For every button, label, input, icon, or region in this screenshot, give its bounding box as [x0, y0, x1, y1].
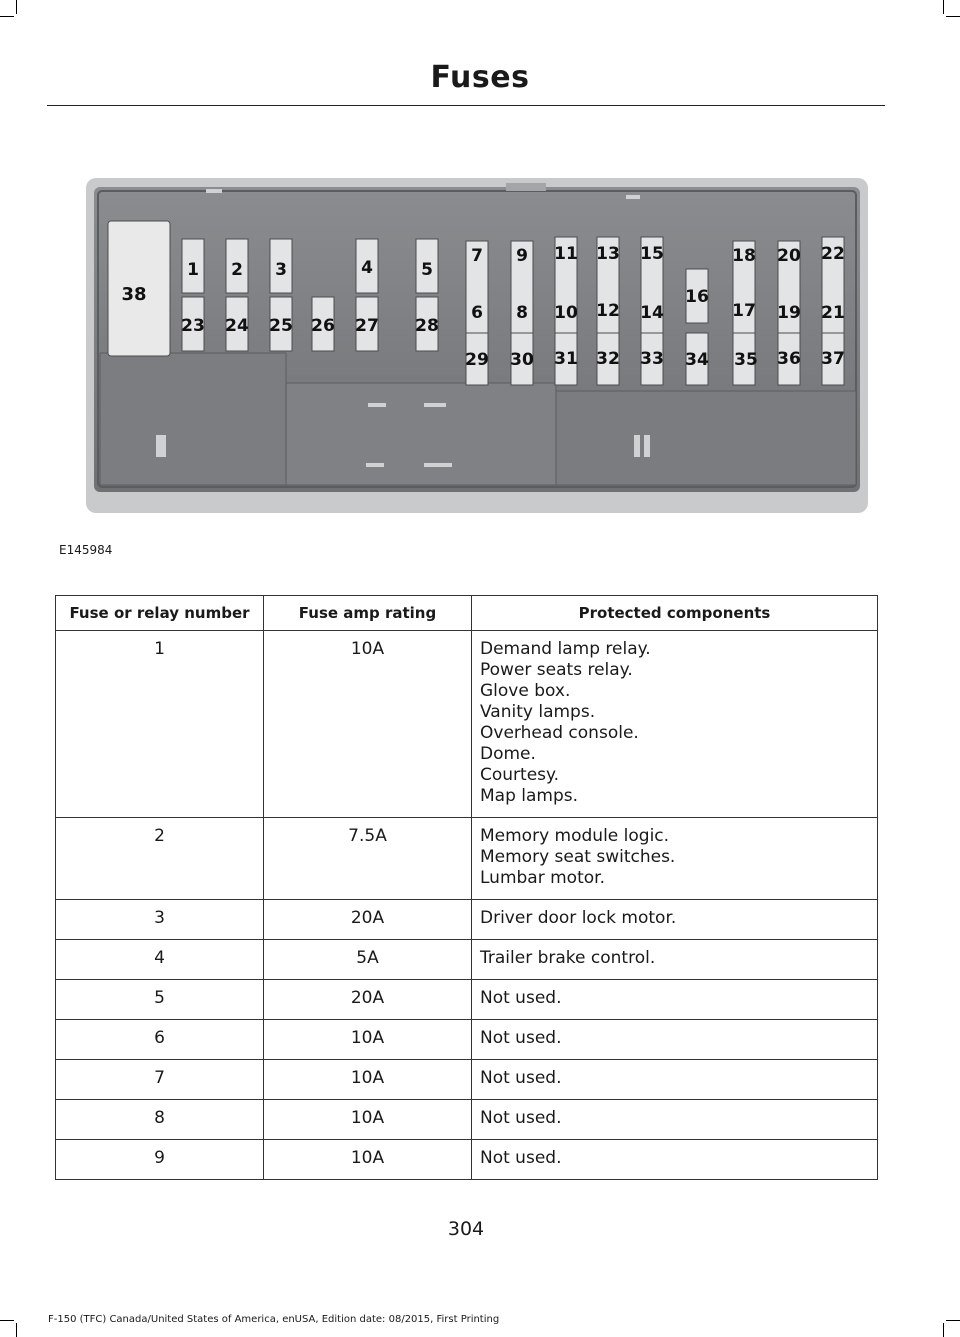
protected-components-cell [472, 1020, 878, 1060]
column-header: Protected components [472, 596, 878, 631]
crop-mark [946, 16, 960, 17]
component-line: Not used. [480, 1068, 562, 1088]
fuse-number-cell: 2 [56, 818, 264, 900]
fuse-label: 2 [231, 260, 243, 280]
fuse-label: 17 [732, 301, 756, 321]
fuse-label: 5 [421, 260, 433, 280]
fuse-label: 21 [821, 303, 845, 323]
fuse-label: 20 [777, 246, 801, 266]
table-row [56, 1100, 878, 1140]
crop-mark [943, 0, 944, 14]
fuse-label: 9 [516, 246, 528, 266]
fuse-label: 22 [821, 244, 845, 264]
crop-mark [0, 16, 14, 17]
figure-code: E145984 [59, 543, 113, 557]
table-row [56, 1060, 878, 1100]
crop-mark [0, 1320, 14, 1321]
protected-components-cell [472, 631, 878, 818]
fuse-label: 36 [777, 349, 801, 369]
fuse-label: 30 [510, 350, 534, 370]
component-line: Memory seat switches. [480, 847, 676, 867]
fuse-label: 8 [516, 303, 528, 323]
column-header: Fuse amp rating [264, 596, 472, 631]
fuse-label: 27 [355, 316, 379, 336]
fuse-label: 29 [465, 350, 489, 370]
protected-components-cell [472, 1060, 878, 1100]
component-line: Dome. [480, 744, 536, 764]
fuse-panel-diagram [86, 173, 868, 518]
crop-mark [16, 1323, 17, 1337]
fuse-label: 19 [777, 303, 801, 323]
protected-components-cell [472, 818, 878, 900]
fuse-label: 15 [640, 244, 664, 264]
component-line: Not used. [480, 1148, 562, 1168]
protected-components-cell [472, 1100, 878, 1140]
page-title: Fuses [430, 60, 530, 95]
component-line: Memory module logic. [480, 826, 670, 846]
fuse-label: 31 [554, 349, 578, 369]
amp-rating-cell: 5A [264, 940, 472, 980]
component-line: Overhead console. [480, 723, 639, 743]
fuse-number-cell: 7 [56, 1060, 264, 1100]
fuse-label: 6 [471, 303, 483, 323]
fuse-label: 4 [361, 258, 373, 278]
fuse-label: 13 [596, 244, 620, 264]
fuse-label: 26 [311, 316, 335, 336]
crop-mark [943, 1323, 944, 1337]
component-line: Demand lamp relay. [480, 639, 651, 659]
table-row [56, 1020, 878, 1060]
fuse-label: 34 [685, 350, 709, 370]
component-line: Not used. [480, 1028, 562, 1048]
fuse-label: 12 [596, 301, 620, 321]
amp-rating-cell: 20A [264, 980, 472, 1020]
component-line: Power seats relay. [480, 660, 633, 680]
amp-rating-cell: 10A [264, 1060, 472, 1100]
fuse-number-cell: 8 [56, 1100, 264, 1140]
protected-components-cell [472, 900, 878, 940]
table-row [56, 1140, 878, 1180]
fuse-number-cell: 1 [56, 631, 264, 818]
crop-mark [16, 0, 17, 14]
fuse-label: 23 [181, 316, 205, 336]
component-line: Vanity lamps. [480, 702, 596, 722]
table-row [56, 818, 878, 900]
protected-components-cell [472, 940, 878, 980]
component-line: Glove box. [480, 681, 571, 701]
amp-rating-cell: 10A [264, 1140, 472, 1180]
fuse-label: 14 [640, 303, 664, 323]
table-header-row [56, 596, 878, 631]
fuse-label: 3 [275, 260, 287, 280]
page-number: 304 [447, 1218, 485, 1240]
amp-rating-cell: 10A [264, 1100, 472, 1140]
fuse-label: 37 [821, 349, 845, 369]
fuse-label: 35 [734, 350, 758, 370]
component-line: Trailer brake control. [480, 948, 656, 968]
table-row [56, 631, 878, 818]
table-row [56, 940, 878, 980]
fuse-label: 1 [187, 260, 199, 280]
amp-rating-cell: 7.5A [264, 818, 472, 900]
fuse-label: 16 [685, 287, 709, 307]
column-header: Fuse or relay number [56, 596, 264, 631]
relay-label: 38 [121, 284, 147, 305]
fuse-number-cell: 4 [56, 940, 264, 980]
fuse-label: 10 [554, 303, 578, 323]
crop-mark [946, 1320, 960, 1321]
fuse-number-cell: 5 [56, 980, 264, 1020]
fuse-label: 33 [640, 349, 664, 369]
component-line: Courtesy. [480, 765, 560, 785]
header-rule [47, 105, 885, 106]
fuse-label: 18 [732, 246, 756, 266]
protected-components-cell [472, 1140, 878, 1180]
footer-text: F-150 (TFC) Canada/United States of America, enUSA, Edition date: 08/2015, First Printing [48, 1314, 500, 1325]
fuse-label: 24 [225, 316, 249, 336]
fuse-label: 11 [554, 244, 578, 264]
fuse-label: 7 [471, 246, 483, 266]
fuse-number-cell: 3 [56, 900, 264, 940]
fuse-number-cell: 9 [56, 1140, 264, 1180]
fuse-number-cell: 6 [56, 1020, 264, 1060]
component-line: Not used. [480, 1108, 562, 1128]
fuse-table [55, 595, 878, 1180]
fuse-label: 32 [596, 349, 620, 369]
protected-components-cell [472, 980, 878, 1020]
table-row [56, 980, 878, 1020]
amp-rating-cell: 20A [264, 900, 472, 940]
component-line: Driver door lock motor. [480, 908, 677, 928]
component-line: Not used. [480, 988, 562, 1008]
amp-rating-cell: 10A [264, 631, 472, 818]
fuse-label: 28 [415, 316, 439, 336]
component-line: Map lamps. [480, 786, 579, 806]
table-row [56, 900, 878, 940]
fuse-label: 25 [269, 316, 293, 336]
component-line: Lumbar motor. [480, 868, 605, 888]
amp-rating-cell: 10A [264, 1020, 472, 1060]
